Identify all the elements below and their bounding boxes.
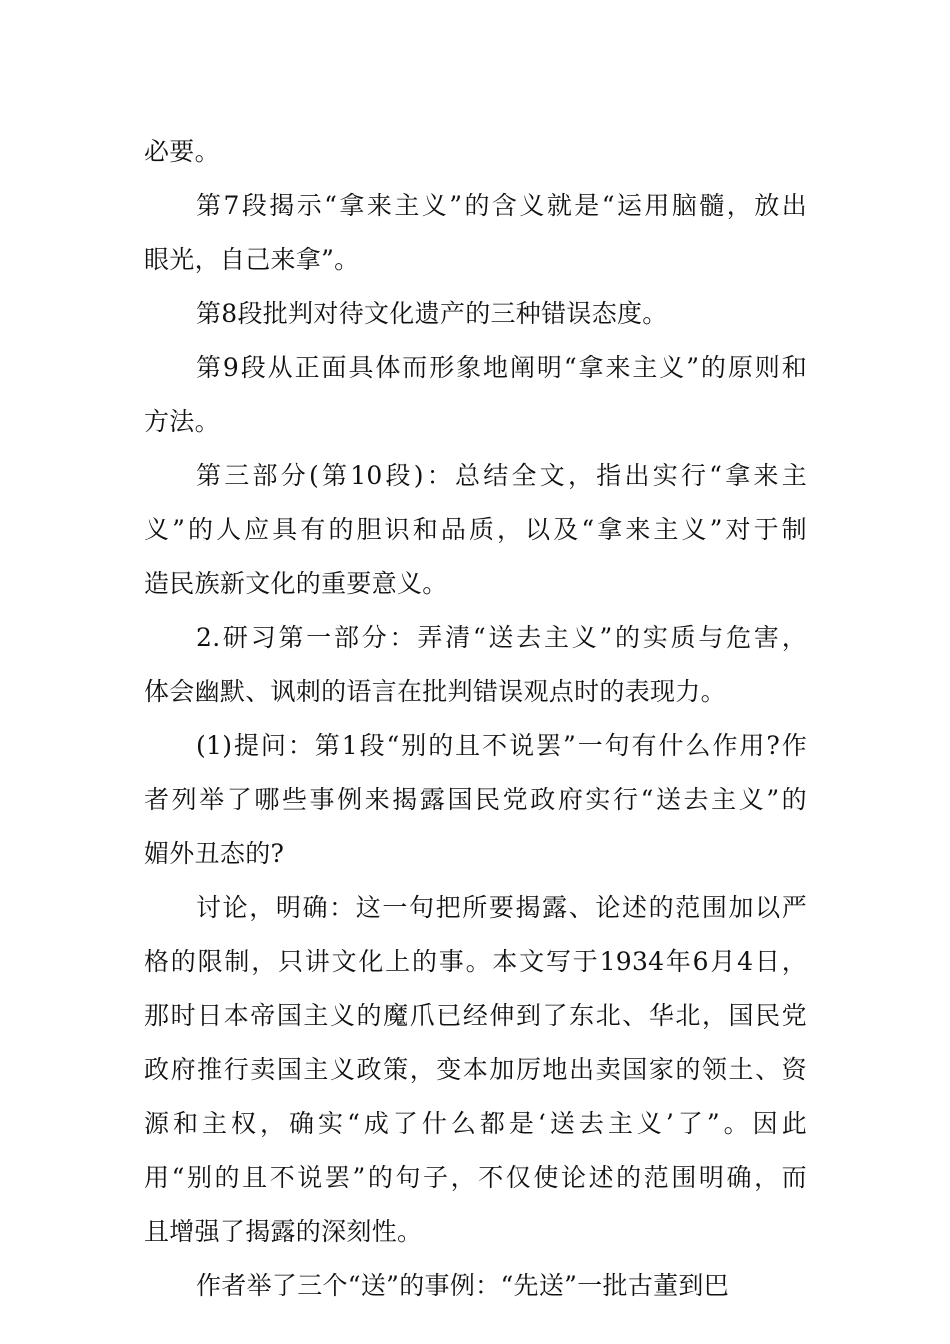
paragraph-p-part3 — [144, 449, 807, 611]
paragraph-p7 — [144, 179, 807, 287]
paragraph-p-discuss — [144, 881, 807, 1259]
text-line: 2.研习第一部分：弄清“送去主义”的实质与危害， — [196, 623, 807, 652]
text-line: 格的限制，只讲文化上的事。本文写于1934年6月4日， — [144, 947, 807, 976]
text-line: 方法。 — [144, 407, 220, 436]
text-line: 作者举了三个“送”的事例：“先送”一批古董到巴 — [196, 1271, 730, 1300]
text-line: 且增强了揭露的深刻性。 — [144, 1217, 423, 1246]
text-line: 那时日本帝国主义的魔爪已经伸到了东北、华北，国民党 — [144, 1001, 807, 1030]
text-line: 眼光，自己来拿”。 — [144, 245, 360, 274]
text-line: 第三部分(第10段)：总结全文，指出实行“拿来主 — [196, 461, 807, 490]
paragraph-p9 — [144, 341, 807, 449]
text-line: 义”的人应具有的胆识和品质，以及“拿来主义”对于制 — [144, 515, 807, 544]
text-line: (1)提问：第1段“别的且不说罢”一句有什么作用?作 — [196, 731, 807, 760]
text-line: 第7段揭示“拿来主义”的含义就是“运用脑髓，放出 — [196, 191, 807, 220]
text-line: 第9段从正面具体而形象地阐明“拿来主义”的原则和 — [196, 353, 807, 382]
text-line: 用“别的且不说罢”的句子，不仅使论述的范围明确，而 — [144, 1163, 807, 1192]
paragraph-p-2 — [144, 611, 807, 719]
text-line: 体会幽默、讽刺的语言在批判错误观点时的表现力。 — [144, 677, 726, 706]
paragraph-p8 — [144, 287, 807, 341]
text-line: 造民族新文化的重要意义。 — [144, 569, 448, 598]
text-line: 第8段批判对待文化遗产的三种错误态度。 — [196, 299, 668, 328]
text-line: 必要。 — [144, 137, 220, 166]
document-body — [144, 125, 807, 1313]
paragraph-p-q1 — [144, 719, 807, 881]
text-line: 政府推行卖国主义政策，变本加厉地出卖国家的领土、资 — [144, 1055, 807, 1084]
text-line: 者列举了哪些事例来揭露国民党政府实行“送去主义”的 — [144, 785, 807, 814]
text-line: 媚外丑态的? — [144, 839, 285, 868]
paragraph-p-examples — [144, 1259, 807, 1313]
text-line: 源和主权，确实“成了什么都是‘送去主义’了”。因此 — [144, 1109, 807, 1138]
paragraph-p-continued — [144, 125, 807, 179]
text-line: 讨论，明确：这一句把所要揭露、论述的范围加以严 — [196, 893, 807, 922]
